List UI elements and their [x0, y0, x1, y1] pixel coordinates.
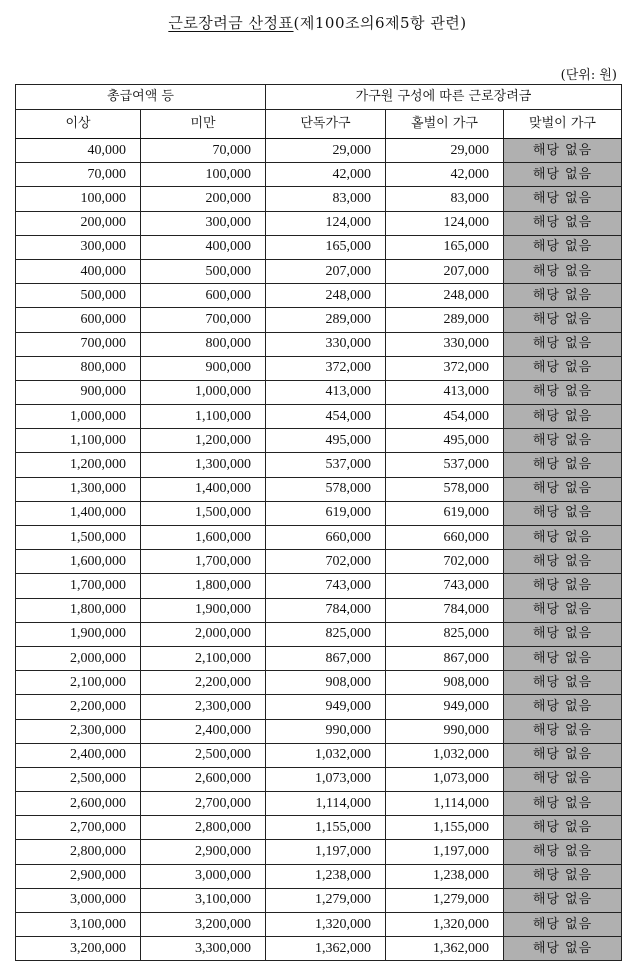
- cell-single: 702,000: [266, 550, 386, 574]
- cell-min: 2,500,000: [16, 767, 141, 791]
- cell-max: 2,500,000: [141, 743, 266, 767]
- table-row: [16, 816, 622, 840]
- cell-max: 1,000,000: [141, 380, 266, 404]
- cell-max: 2,300,000: [141, 695, 266, 719]
- cell-single-earner: 1,320,000: [386, 913, 504, 937]
- cell-single-earner: 1,073,000: [386, 767, 504, 791]
- cell-min: 2,400,000: [16, 743, 141, 767]
- cell-max: 600,000: [141, 284, 266, 308]
- table-row: [16, 913, 622, 937]
- cell-single: 165,000: [266, 235, 386, 259]
- table-row: [16, 598, 622, 622]
- cell-single-earner: 1,362,000: [386, 937, 504, 961]
- cell-max: 800,000: [141, 332, 266, 356]
- table-row: [16, 695, 622, 719]
- table-row: [16, 284, 622, 308]
- table-row: [16, 332, 622, 356]
- cell-single-earner: 702,000: [386, 550, 504, 574]
- cell-single: 330,000: [266, 332, 386, 356]
- cell-single-earner: 330,000: [386, 332, 504, 356]
- cell-min: 2,700,000: [16, 816, 141, 840]
- table-row: [16, 187, 622, 211]
- cell-max: 1,500,000: [141, 501, 266, 525]
- cell-single-earner: 949,000: [386, 695, 504, 719]
- cell-single-earner: 83,000: [386, 187, 504, 211]
- cell-min: 1,000,000: [16, 405, 141, 429]
- cell-single-earner: 743,000: [386, 574, 504, 598]
- table-row: [16, 163, 622, 187]
- cell-max: 2,400,000: [141, 719, 266, 743]
- cell-min: 900,000: [16, 380, 141, 404]
- cell-max: 1,300,000: [141, 453, 266, 477]
- cell-dual-earner: 해당 없음: [504, 356, 622, 380]
- table-row: [16, 574, 622, 598]
- cell-min: 2,200,000: [16, 695, 141, 719]
- table-row: [16, 501, 622, 525]
- cell-min: 800,000: [16, 356, 141, 380]
- cell-dual-earner: 해당 없음: [504, 332, 622, 356]
- cell-dual-earner: 해당 없음: [504, 695, 622, 719]
- cell-single: 1,032,000: [266, 743, 386, 767]
- header-min: 이상: [16, 110, 141, 139]
- cell-min: 100,000: [16, 187, 141, 211]
- table-row: [16, 429, 622, 453]
- header-dual-earner: 맞벌이 가구: [504, 110, 622, 139]
- cell-single: 743,000: [266, 574, 386, 598]
- table-row: [16, 864, 622, 888]
- cell-single-earner: 990,000: [386, 719, 504, 743]
- table-row: [16, 840, 622, 864]
- table-row: [16, 356, 622, 380]
- table-row: [16, 888, 622, 912]
- cell-dual-earner: 해당 없음: [504, 719, 622, 743]
- cell-min: 3,100,000: [16, 913, 141, 937]
- cell-dual-earner: 해당 없음: [504, 792, 622, 816]
- header-single-earner: 홑벌이 가구: [386, 110, 504, 139]
- cell-dual-earner: 해당 없음: [504, 139, 622, 163]
- earned-income-credit-table: [15, 84, 622, 961]
- table-row: [16, 405, 622, 429]
- cell-single-earner: 867,000: [386, 646, 504, 670]
- header-total-income: 총급여액 등: [16, 85, 266, 110]
- table-row: [16, 380, 622, 404]
- cell-min: 2,900,000: [16, 864, 141, 888]
- cell-min: 1,300,000: [16, 477, 141, 501]
- cell-single-earner: 289,000: [386, 308, 504, 332]
- title-main: 근로장려금 산정표: [168, 14, 294, 32]
- cell-single: 1,197,000: [266, 840, 386, 864]
- cell-single-earner: 29,000: [386, 139, 504, 163]
- cell-single: 1,155,000: [266, 816, 386, 840]
- cell-max: 2,800,000: [141, 816, 266, 840]
- cell-single: 1,238,000: [266, 864, 386, 888]
- cell-max: 500,000: [141, 259, 266, 283]
- cell-min: 2,000,000: [16, 646, 141, 670]
- table-row: [16, 550, 622, 574]
- cell-min: 1,500,000: [16, 526, 141, 550]
- cell-dual-earner: 해당 없음: [504, 864, 622, 888]
- table-row: [16, 767, 622, 791]
- cell-dual-earner: 해당 없음: [504, 550, 622, 574]
- cell-single: 372,000: [266, 356, 386, 380]
- cell-min: 70,000: [16, 163, 141, 187]
- cell-single-earner: 1,114,000: [386, 792, 504, 816]
- document-title: [0, 12, 635, 33]
- cell-min: 1,200,000: [16, 453, 141, 477]
- cell-single: 454,000: [266, 405, 386, 429]
- cell-single: 537,000: [266, 453, 386, 477]
- header-household-credit: 가구원 구성에 따른 근로장려금: [266, 85, 622, 110]
- cell-single: 949,000: [266, 695, 386, 719]
- cell-single: 825,000: [266, 622, 386, 646]
- cell-max: 1,900,000: [141, 598, 266, 622]
- column-header-row: [16, 110, 622, 139]
- cell-single: 1,114,000: [266, 792, 386, 816]
- cell-dual-earner: 해당 없음: [504, 526, 622, 550]
- cell-single: 1,362,000: [266, 937, 386, 961]
- unit-label: (단위: 원): [560, 68, 617, 83]
- cell-max: 2,000,000: [141, 622, 266, 646]
- table-row: [16, 308, 622, 332]
- table-row: [16, 477, 622, 501]
- table-row: [16, 646, 622, 670]
- cell-single: 1,073,000: [266, 767, 386, 791]
- cell-single: 29,000: [266, 139, 386, 163]
- table-body: [16, 139, 622, 961]
- cell-min: 400,000: [16, 259, 141, 283]
- cell-dual-earner: 해당 없음: [504, 163, 622, 187]
- cell-single-earner: 784,000: [386, 598, 504, 622]
- cell-single-earner: 207,000: [386, 259, 504, 283]
- table-row: [16, 622, 622, 646]
- cell-min: 600,000: [16, 308, 141, 332]
- cell-min: 40,000: [16, 139, 141, 163]
- cell-min: 700,000: [16, 332, 141, 356]
- cell-min: 3,200,000: [16, 937, 141, 961]
- cell-single-earner: 825,000: [386, 622, 504, 646]
- cell-dual-earner: 해당 없음: [504, 405, 622, 429]
- cell-min: 300,000: [16, 235, 141, 259]
- cell-dual-earner: 해당 없음: [504, 259, 622, 283]
- cell-max: 300,000: [141, 211, 266, 235]
- table-row: [16, 526, 622, 550]
- cell-single-earner: 578,000: [386, 477, 504, 501]
- cell-single-earner: 1,032,000: [386, 743, 504, 767]
- table-row: [16, 211, 622, 235]
- cell-min: 2,300,000: [16, 719, 141, 743]
- group-header-row: [16, 85, 622, 110]
- cell-dual-earner: 해당 없음: [504, 840, 622, 864]
- cell-min: 2,800,000: [16, 840, 141, 864]
- cell-single: 124,000: [266, 211, 386, 235]
- cell-max: 3,100,000: [141, 888, 266, 912]
- cell-single: 660,000: [266, 526, 386, 550]
- cell-max: 1,100,000: [141, 405, 266, 429]
- cell-single-earner: 660,000: [386, 526, 504, 550]
- cell-dual-earner: 해당 없음: [504, 308, 622, 332]
- cell-min: 200,000: [16, 211, 141, 235]
- cell-single-earner: 537,000: [386, 453, 504, 477]
- cell-dual-earner: 해당 없음: [504, 671, 622, 695]
- cell-dual-earner: 해당 없음: [504, 211, 622, 235]
- cell-max: 100,000: [141, 163, 266, 187]
- table-row: [16, 139, 622, 163]
- cell-single-earner: 1,155,000: [386, 816, 504, 840]
- cell-dual-earner: 해당 없음: [504, 477, 622, 501]
- cell-dual-earner: 해당 없음: [504, 913, 622, 937]
- cell-single-earner: 1,279,000: [386, 888, 504, 912]
- cell-max: 2,900,000: [141, 840, 266, 864]
- cell-dual-earner: 해당 없음: [504, 574, 622, 598]
- table-row: [16, 937, 622, 961]
- cell-single: 207,000: [266, 259, 386, 283]
- cell-dual-earner: 해당 없음: [504, 501, 622, 525]
- cell-single-earner: 454,000: [386, 405, 504, 429]
- table-row: [16, 743, 622, 767]
- table-row: [16, 792, 622, 816]
- cell-single: 1,279,000: [266, 888, 386, 912]
- header-single: 단독가구: [266, 110, 386, 139]
- cell-min: 1,800,000: [16, 598, 141, 622]
- cell-max: 3,000,000: [141, 864, 266, 888]
- table-row: [16, 671, 622, 695]
- cell-max: 2,200,000: [141, 671, 266, 695]
- cell-dual-earner: 해당 없음: [504, 816, 622, 840]
- cell-dual-earner: 해당 없음: [504, 187, 622, 211]
- cell-max: 1,400,000: [141, 477, 266, 501]
- cell-min: 1,700,000: [16, 574, 141, 598]
- cell-min: 500,000: [16, 284, 141, 308]
- cell-dual-earner: 해당 없음: [504, 429, 622, 453]
- cell-max: 1,600,000: [141, 526, 266, 550]
- cell-single: 578,000: [266, 477, 386, 501]
- cell-single: 1,320,000: [266, 913, 386, 937]
- cell-dual-earner: 해당 없음: [504, 622, 622, 646]
- cell-single-earner: 495,000: [386, 429, 504, 453]
- cell-dual-earner: 해당 없음: [504, 235, 622, 259]
- cell-single: 413,000: [266, 380, 386, 404]
- table-row: [16, 235, 622, 259]
- cell-max: 400,000: [141, 235, 266, 259]
- header-max: 미만: [141, 110, 266, 139]
- cell-single: 248,000: [266, 284, 386, 308]
- cell-single-earner: 124,000: [386, 211, 504, 235]
- title-reference: (제100조의6제5항 관련): [293, 14, 467, 32]
- cell-max: 900,000: [141, 356, 266, 380]
- cell-dual-earner: 해당 없음: [504, 888, 622, 912]
- cell-single-earner: 1,238,000: [386, 864, 504, 888]
- cell-single: 495,000: [266, 429, 386, 453]
- table-row: [16, 719, 622, 743]
- table-row: [16, 453, 622, 477]
- cell-dual-earner: 해당 없음: [504, 598, 622, 622]
- cell-single: 867,000: [266, 646, 386, 670]
- cell-dual-earner: 해당 없음: [504, 284, 622, 308]
- cell-single-earner: 413,000: [386, 380, 504, 404]
- cell-single: 908,000: [266, 671, 386, 695]
- cell-max: 1,200,000: [141, 429, 266, 453]
- cell-min: 2,100,000: [16, 671, 141, 695]
- cell-single-earner: 372,000: [386, 356, 504, 380]
- cell-min: 1,600,000: [16, 550, 141, 574]
- cell-max: 3,300,000: [141, 937, 266, 961]
- cell-single-earner: 165,000: [386, 235, 504, 259]
- cell-max: 2,600,000: [141, 767, 266, 791]
- cell-single-earner: 248,000: [386, 284, 504, 308]
- cell-dual-earner: 해당 없음: [504, 937, 622, 961]
- cell-single-earner: 619,000: [386, 501, 504, 525]
- cell-single: 83,000: [266, 187, 386, 211]
- cell-dual-earner: 해당 없음: [504, 646, 622, 670]
- table-row: [16, 259, 622, 283]
- cell-single: 289,000: [266, 308, 386, 332]
- cell-single: 784,000: [266, 598, 386, 622]
- cell-single-earner: 908,000: [386, 671, 504, 695]
- cell-dual-earner: 해당 없음: [504, 453, 622, 477]
- cell-max: 2,700,000: [141, 792, 266, 816]
- cell-dual-earner: 해당 없음: [504, 380, 622, 404]
- cell-single: 42,000: [266, 163, 386, 187]
- cell-single-earner: 1,197,000: [386, 840, 504, 864]
- cell-max: 700,000: [141, 308, 266, 332]
- cell-max: 70,000: [141, 139, 266, 163]
- cell-max: 3,200,000: [141, 913, 266, 937]
- cell-max: 1,800,000: [141, 574, 266, 598]
- cell-min: 2,600,000: [16, 792, 141, 816]
- cell-single-earner: 42,000: [386, 163, 504, 187]
- cell-max: 1,700,000: [141, 550, 266, 574]
- cell-min: 1,100,000: [16, 429, 141, 453]
- cell-single: 990,000: [266, 719, 386, 743]
- cell-max: 200,000: [141, 187, 266, 211]
- cell-min: 3,000,000: [16, 888, 141, 912]
- cell-dual-earner: 해당 없음: [504, 743, 622, 767]
- cell-single: 619,000: [266, 501, 386, 525]
- cell-dual-earner: 해당 없음: [504, 767, 622, 791]
- cell-min: 1,900,000: [16, 622, 141, 646]
- cell-max: 2,100,000: [141, 646, 266, 670]
- cell-min: 1,400,000: [16, 501, 141, 525]
